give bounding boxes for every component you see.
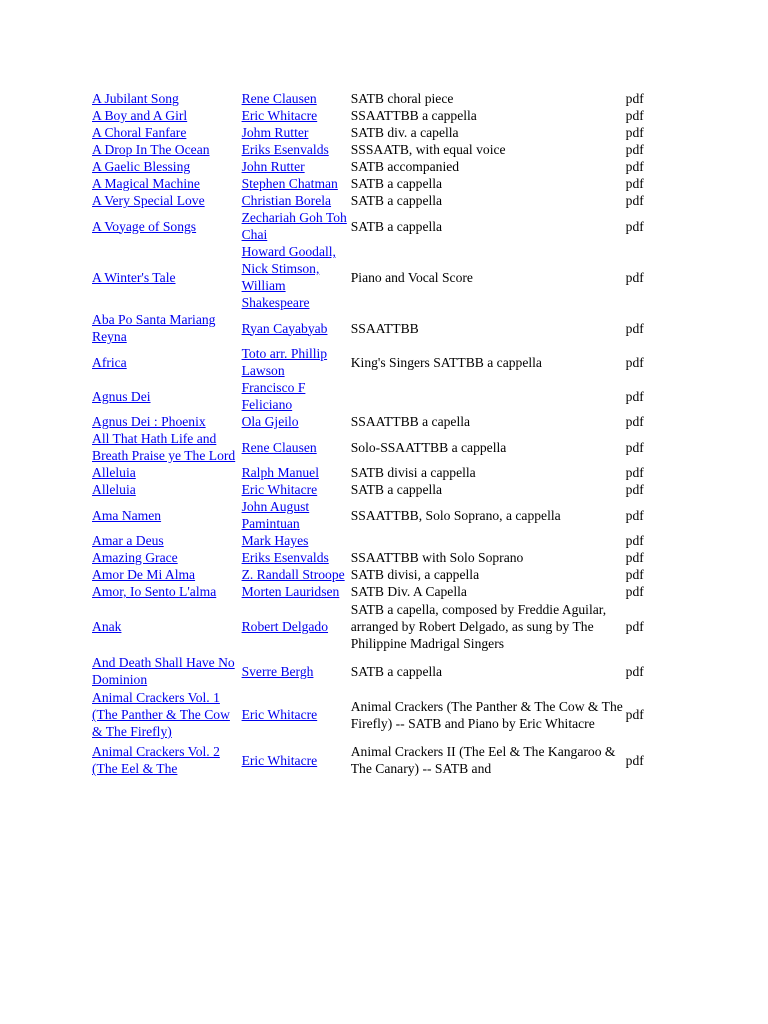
title-link[interactable]: Amar a Deus [92,533,164,548]
format-cell: pdf [625,388,644,404]
composer-cell [242,107,351,124]
title-cell [92,654,242,688]
composer-link[interactable]: Ola Gjeilo [241,414,299,429]
composer-cell [242,498,351,532]
title-link[interactable]: Animal Crackers Vol. 2 (The Eel & The [92,744,220,776]
composer-link[interactable]: Eriks Esenvalds [241,550,329,565]
table-row [92,430,656,464]
title-link[interactable]: A Jubilant Song [92,91,179,106]
composer-link[interactable]: Johm Rutter [241,125,309,140]
title-link[interactable]: And Death Shall Have No Dominion [92,655,235,687]
title-cell [92,141,242,158]
description-cell: SSSAATB, with equal voice [350,142,506,157]
title-link[interactable]: Amor, Io Sento L'alma [92,584,217,599]
format-cell: pdf [625,108,644,123]
description-cell: SATB choral piece [350,91,454,106]
title-cell [92,192,242,209]
title-cell [92,90,242,107]
composer-link[interactable]: Zechariah Goh Toh Chai [241,210,347,242]
table-row [92,379,656,413]
title-cell [92,107,242,124]
description-cell: SATB a cappella [350,482,443,497]
table-row [92,141,656,158]
format-cell: pdf [625,707,644,722]
description-cell: SSAATTBB [350,320,419,336]
composer-cell [242,583,351,600]
title-link[interactable]: Ama Namen [92,507,162,523]
composer-link[interactable]: Eric Whitacre [241,108,318,123]
table-row [92,688,656,742]
format-cell: pdf [625,193,644,208]
title-link[interactable]: Aba Po Santa Mariang Reyna [92,312,216,344]
composer-link[interactable]: Eric Whitacre [241,707,318,722]
description-cell: SSAATTBB with Solo Soprano [350,550,524,565]
format-cell: pdf [625,507,644,523]
title-link[interactable]: All That Hath Life and Breath Praise ye The Lord [92,431,236,463]
format-cell: pdf [625,176,644,191]
format-cell: pdf [625,482,644,497]
title-cell [92,498,242,532]
title-cell [92,532,242,549]
composer-cell [242,481,351,498]
table-row [92,654,656,688]
title-link[interactable]: Amazing Grace [92,550,178,565]
description-cell: SATB a cappella [350,218,443,234]
score-list-table [92,90,656,779]
description-cell: SSAATTBB a capella [350,414,471,429]
table-row [92,209,656,243]
composer-cell [242,192,351,209]
composer-cell [242,345,351,379]
composer-link[interactable]: John Rutter [241,159,305,174]
table-row [92,243,656,311]
title-cell [92,311,242,345]
title-link[interactable]: Amor De Mi Alma [92,567,196,582]
title-cell [92,158,242,175]
format-cell: pdf [625,550,644,565]
description-cell: SATB a cappella [350,193,443,208]
composer-cell [242,141,351,158]
description-cell: SATB a cappella [350,176,443,191]
title-cell [92,742,242,779]
format-cell: pdf [625,584,644,599]
composer-link[interactable]: John August Pamintuan [241,499,310,531]
title-link[interactable]: A Choral Fanfare [92,125,187,140]
score-list-body [92,90,656,779]
table-row [92,90,656,107]
composer-link[interactable]: Ralph Manuel [241,465,319,480]
title-link[interactable]: A Gaelic Blessing [92,159,191,174]
composer-cell [242,243,351,311]
format-cell: pdf [625,567,644,582]
table-row [92,566,656,583]
title-cell [92,688,242,742]
table-row [92,345,656,379]
composer-link[interactable]: Z. Randall Stroope [241,567,345,582]
description-cell: SATB divisi a cappella [350,465,476,480]
score-list-page [92,90,732,779]
title-link[interactable]: A Boy and A Girl [92,108,188,123]
description-cell: Solo-SSAATTBB a cappella [350,439,507,455]
title-cell [92,379,242,413]
table-row [92,549,656,566]
title-link[interactable]: A Voyage of Songs [92,218,197,234]
composer-cell [242,311,351,345]
title-link[interactable]: Alleluia [92,482,136,497]
description-cell: Animal Crackers II (The Eel & The Kangaroo & The Canary) -- SATB and [350,744,616,776]
title-link[interactable]: Animal Crackers Vol. 1 (The Panther & The Cow & The Firefly) [92,690,230,739]
composer-link[interactable]: Howard Goodall, Nick Stimson, William Shakespeare [241,244,336,310]
description-cell: SATB a capella, composed by Freddie Aguilar, arranged by Robert Delgado, as sung by The Philippine Madrigal Singers [350,602,607,651]
format-cell: pdf [625,663,644,679]
title-link[interactable]: A Very Special Love [92,193,205,208]
composer-link[interactable]: Eriks Esenvalds [241,142,329,157]
description-cell [351,532,626,549]
composer-cell [242,209,351,243]
title-cell [92,243,242,311]
composer-cell [242,549,351,566]
table-row [92,192,656,209]
composer-cell [242,90,351,107]
table-row [92,124,656,141]
description-cell: Piano and Vocal Score [350,269,473,285]
title-cell [92,430,242,464]
description-cell: Animal Crackers (The Panther & The Cow & The Firefly) -- SATB and Piano by Eric Whitacre [350,698,623,731]
description-cell [351,379,626,413]
composer-link[interactable]: Rene Clausen [241,439,317,455]
format-cell: pdf [625,91,644,106]
table-row [92,532,656,549]
format-cell: pdf [625,320,644,336]
title-link[interactable]: Alleluia [92,465,136,480]
description-cell: SATB div. a capella [350,125,459,140]
format-cell: pdf [625,465,644,480]
title-link[interactable]: Anak [92,619,122,634]
composer-cell [242,464,351,481]
format-cell: pdf [625,354,644,370]
title-link[interactable]: A Drop In The Ocean [92,142,210,157]
table-row [92,498,656,532]
title-cell [92,481,242,498]
description-cell: SSAATTBB, Solo Soprano, a cappella [350,507,561,523]
table-row [92,311,656,345]
title-cell [92,345,242,379]
table-row [92,107,656,124]
description-cell: King's Singers SATTBB a cappella [350,354,542,370]
title-cell [92,583,242,600]
composer-link[interactable]: Christian Borela [241,193,332,208]
format-cell: pdf [625,125,644,140]
title-cell [92,124,242,141]
title-cell [92,464,242,481]
description-cell: SATB accompanied [350,159,460,174]
composer-cell [242,742,351,779]
composer-cell [242,430,351,464]
description-cell: SATB divisi, a cappella [350,567,480,582]
composer-cell [242,600,351,654]
format-cell: pdf [625,414,644,429]
composer-link[interactable]: Eric Whitacre [241,752,318,768]
title-cell [92,566,242,583]
composer-cell [242,532,351,549]
description-cell: SSAATTBB a cappella [350,108,477,123]
format-cell: pdf [625,533,644,548]
composer-link[interactable]: Rene Clausen [241,91,317,106]
title-link[interactable]: Agnus Dei [92,388,151,404]
composer-link[interactable]: Stephen Chatman [241,176,338,191]
composer-cell [242,175,351,192]
table-row [92,600,656,654]
composer-cell [242,688,351,742]
composer-cell [242,158,351,175]
composer-cell [242,413,351,430]
description-cell: SATB a cappella [350,663,443,679]
composer-link[interactable]: Sverre Bergh [241,663,314,679]
composer-link[interactable]: Ryan Cayabyab [241,320,328,336]
table-row [92,413,656,430]
table-row [92,158,656,175]
table-row [92,464,656,481]
format-cell: pdf [625,269,644,285]
title-link[interactable]: A Magical Machine [92,176,200,191]
title-link[interactable]: Agnus Dei : Phoenix [92,414,206,429]
composer-cell [242,379,351,413]
composer-link[interactable]: Francisco F Feliciano [241,380,306,412]
composer-link[interactable]: Mark Hayes [241,533,309,548]
composer-link[interactable]: Morten Lauridsen [241,584,340,599]
title-cell [92,549,242,566]
composer-link[interactable]: Robert Delgado [241,619,329,634]
composer-cell [242,654,351,688]
description-cell: SATB Div. A Capella [350,584,467,599]
format-cell: pdf [625,752,644,768]
title-link[interactable]: A Winter's Tale [92,269,176,285]
title-cell [92,413,242,430]
table-row [92,175,656,192]
composer-link[interactable]: Eric Whitacre [241,482,318,497]
table-row [92,742,656,779]
title-cell [92,600,242,654]
table-row [92,481,656,498]
table-row [92,583,656,600]
title-cell [92,209,242,243]
format-cell: pdf [625,159,644,174]
composer-cell [242,124,351,141]
composer-link[interactable]: Toto arr. Phillip Lawson [241,346,328,378]
format-cell: pdf [625,619,644,634]
format-cell: pdf [625,218,644,234]
format-cell: pdf [625,142,644,157]
format-cell: pdf [625,439,644,455]
title-link[interactable]: Africa [92,354,127,370]
title-cell [92,175,242,192]
composer-cell [242,566,351,583]
